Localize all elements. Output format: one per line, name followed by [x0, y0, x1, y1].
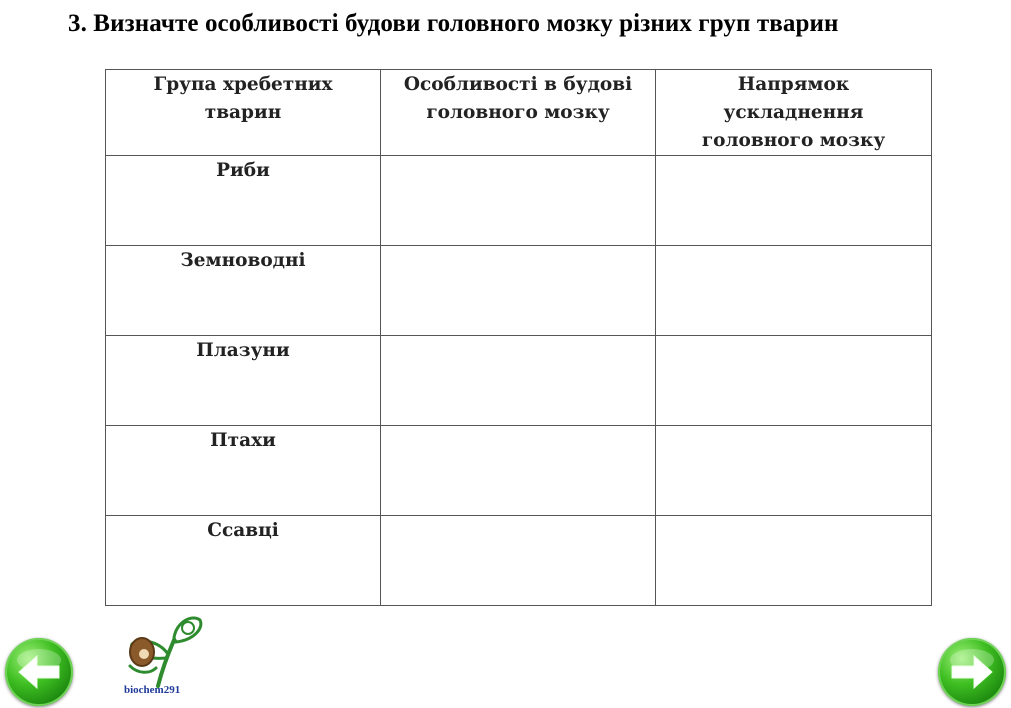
next-button[interactable] [938, 638, 1006, 706]
direction-cell[interactable] [656, 336, 932, 426]
arrow-left-icon [5, 638, 73, 706]
page-title: 3. Визначте особливості будови головного мозку різних груп тварин [68, 10, 839, 37]
table-row [106, 156, 932, 246]
logo-text: biochem291 [124, 684, 181, 696]
features-cell[interactable] [381, 516, 656, 606]
direction-cell[interactable] [656, 426, 932, 516]
table-row [106, 426, 932, 516]
direction-cell[interactable] [656, 156, 932, 246]
features-cell[interactable] [381, 426, 656, 516]
table-row [106, 336, 932, 426]
header-features: Особливості в будові головного мозку [381, 70, 656, 156]
features-cell[interactable] [381, 156, 656, 246]
group-cell: Плазуни [106, 336, 381, 426]
direction-cell[interactable] [656, 516, 932, 606]
group-cell: Птахи [106, 426, 381, 516]
group-cell: Риби [106, 156, 381, 246]
header-group: Група хребетних тварин [106, 70, 381, 156]
prev-button[interactable] [5, 638, 73, 706]
brain-features-table [105, 69, 932, 606]
direction-cell[interactable] [656, 246, 932, 336]
group-cell: Ссавці [106, 516, 381, 606]
features-cell[interactable] [381, 336, 656, 426]
table-header-row [106, 70, 932, 156]
features-cell[interactable] [381, 246, 656, 336]
arrow-right-icon [938, 638, 1006, 706]
header-direction: Напрямок ускладнення головного мозку [656, 70, 932, 156]
group-cell: Земноводні [106, 246, 381, 336]
table-row [106, 246, 932, 336]
table-row [106, 516, 932, 606]
